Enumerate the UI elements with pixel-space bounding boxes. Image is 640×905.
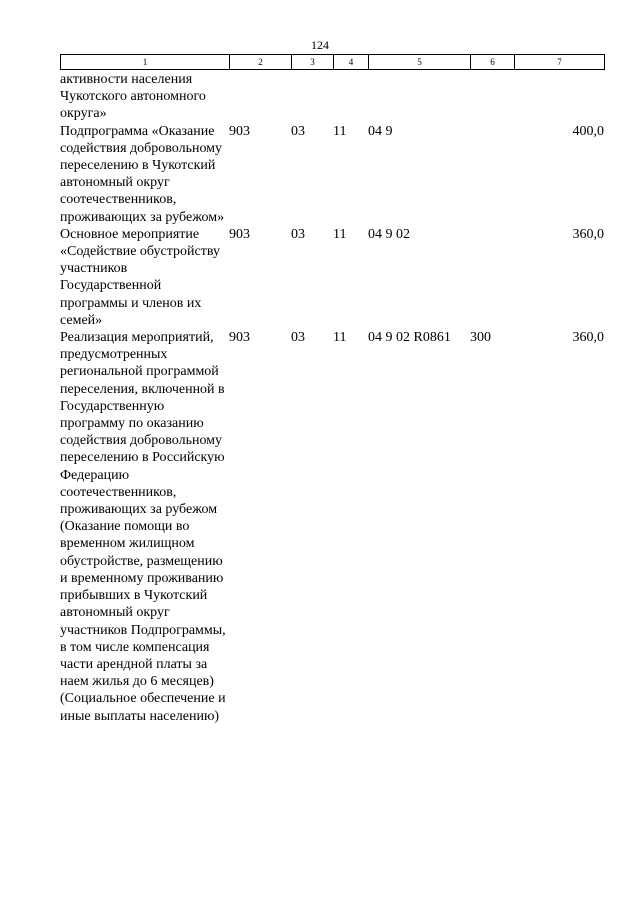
header-row xyxy=(61,55,605,70)
table-row xyxy=(60,71,604,123)
row-admin-code: 903 xyxy=(229,123,250,139)
budget-table-body xyxy=(60,71,604,725)
row-target-item: 04 9 02 R0861 xyxy=(368,330,451,346)
row-section: 03 xyxy=(291,330,305,346)
header-col-7: 7 xyxy=(515,55,605,70)
row-section: 03 xyxy=(291,226,305,242)
row-subsection: 11 xyxy=(333,123,347,139)
row-name: Реализация мероприятий, предусмотренных региональной программой переселения, включенной в Государственную программу по оказанию содействия добровольному переселению в Российскую Федерацию соотечественников, проживающих за рубежом (Оказание помощи во временном жилищном обустройстве, размещению и временному проживанию прибывших в Чукотский автономный округ участников Подпрограммы, в том числе компенсация части арендной платы за наем жилья до 6 месяцев) (Социальное обеспечение и иные выплаты населению) xyxy=(60,330,226,724)
row-sum: 400,0 xyxy=(572,123,604,139)
table-row xyxy=(60,329,604,725)
row-subsection: 11 xyxy=(333,226,347,242)
row-sum: 360,0 xyxy=(572,226,604,242)
header-col-4: 4 xyxy=(334,55,369,70)
row-sum: 360,0 xyxy=(572,330,604,346)
row-subsection: 11 xyxy=(333,330,347,346)
row-target-item: 04 9 02 xyxy=(368,226,410,242)
row-name: Основное мероприятие «Содействие обустройству участников Государственной программы и членов их семей» xyxy=(60,226,220,328)
row-target-item: 04 9 xyxy=(368,123,393,139)
row-expense-type: 300 xyxy=(470,330,491,346)
table-row xyxy=(60,226,604,329)
page-number: 124 xyxy=(311,38,329,52)
row-name: активности населения Чукотского автономного округа» xyxy=(60,72,206,122)
row-name: Подпрограмма «Оказание содействия добровольному переселению в Чукотский автономный округ соотечественников, проживающих за рубежом» xyxy=(60,123,225,225)
column-number-header xyxy=(60,54,605,70)
table-row xyxy=(60,123,604,226)
header-col-1: 1 xyxy=(61,55,230,70)
header-col-2: 2 xyxy=(230,55,292,70)
header-col-6: 6 xyxy=(471,55,515,70)
row-admin-code: 903 xyxy=(229,330,250,346)
row-section: 03 xyxy=(291,123,305,139)
header-col-3: 3 xyxy=(292,55,334,70)
row-admin-code: 903 xyxy=(229,226,250,242)
header-col-5: 5 xyxy=(369,55,471,70)
